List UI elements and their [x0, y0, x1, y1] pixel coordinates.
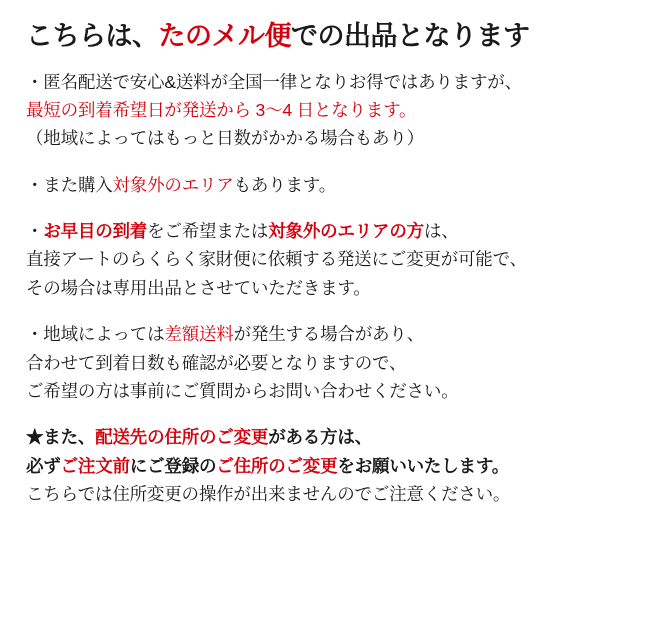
notice-early-arrival-line [26, 217, 624, 245]
text-run: 直接アートのらくらく家財便に依頼する発送にご変更が可能で、 [26, 249, 527, 270]
text-run: こちらでは住所変更の操作が出来ませんのでご注意ください。 [26, 483, 511, 504]
text-run: をお願いいたします。 [337, 455, 510, 476]
text-run: ・地域によっては [26, 324, 165, 345]
text-run: が発生する場合があり、 [233, 324, 424, 345]
notice-body [26, 68, 624, 508]
notice-extra-shipping-fee-line [26, 320, 624, 348]
text-run: ・また購入 [26, 174, 113, 195]
notice-address-change-line [26, 423, 624, 451]
notice-anonymous-shipping-line [26, 68, 624, 96]
notice-anonymous-shipping-line [26, 96, 624, 124]
notice-address-change [26, 423, 624, 508]
text-run: 必ず [26, 455, 61, 476]
text-run: がある方は、 [268, 427, 373, 448]
page-title-part2: での出品となります [291, 21, 530, 51]
page-title [26, 20, 624, 54]
notice-excluded-area-line [26, 171, 624, 199]
notice-anonymous-shipping-line [26, 124, 624, 152]
text-run: ご注文前 [60, 455, 130, 476]
notice-early-arrival-line [26, 245, 624, 273]
page-title-highlight: たのメル便 [158, 21, 291, 51]
notice-address-change-line [26, 480, 624, 508]
text-run: お早目の到着 [43, 221, 148, 242]
text-run: にご登録の [129, 455, 217, 476]
notice-extra-shipping-fee-line [26, 349, 624, 377]
text-run: 差額送料 [164, 324, 234, 345]
text-run: 最短の到着希望日が発送から 3〜4 日となります。 [26, 100, 417, 121]
notice-early-arrival [26, 217, 624, 302]
text-run: ★また、 [26, 427, 96, 448]
notice-anonymous-shipping [26, 68, 624, 153]
text-run: は、 [423, 221, 459, 242]
text-run: ・匿名配送で安心&送料が全国一律となりお得ではありますが、 [26, 71, 522, 92]
text-run: 合わせて到着日数も確認が必要となりますので、 [26, 352, 407, 373]
text-run: ご住所のご変更 [216, 455, 338, 476]
text-run: 対象外のエリアの方 [268, 221, 424, 242]
notice-early-arrival-line [26, 274, 624, 302]
text-run: （地域によってはもっと日数がかかる場合もあり） [26, 128, 424, 149]
text-run: ご希望の方は事前にご質問からお問い合わせください。 [26, 380, 459, 401]
page-title-part1: こちらは、 [26, 21, 159, 51]
notice-extra-shipping-fee [26, 320, 624, 405]
text-run: もあります。 [233, 174, 337, 195]
text-run: ・ [26, 221, 44, 242]
text-run: をご希望または [147, 221, 269, 242]
text-run: 対象外のエリア [112, 174, 234, 195]
notice-excluded-area [26, 171, 624, 199]
text-run: 配送先の住所のご変更 [95, 427, 269, 448]
notice-address-change-line [26, 452, 624, 480]
text-run: その場合は専用出品とさせていただきます。 [26, 277, 371, 298]
notice-extra-shipping-fee-line [26, 377, 624, 405]
